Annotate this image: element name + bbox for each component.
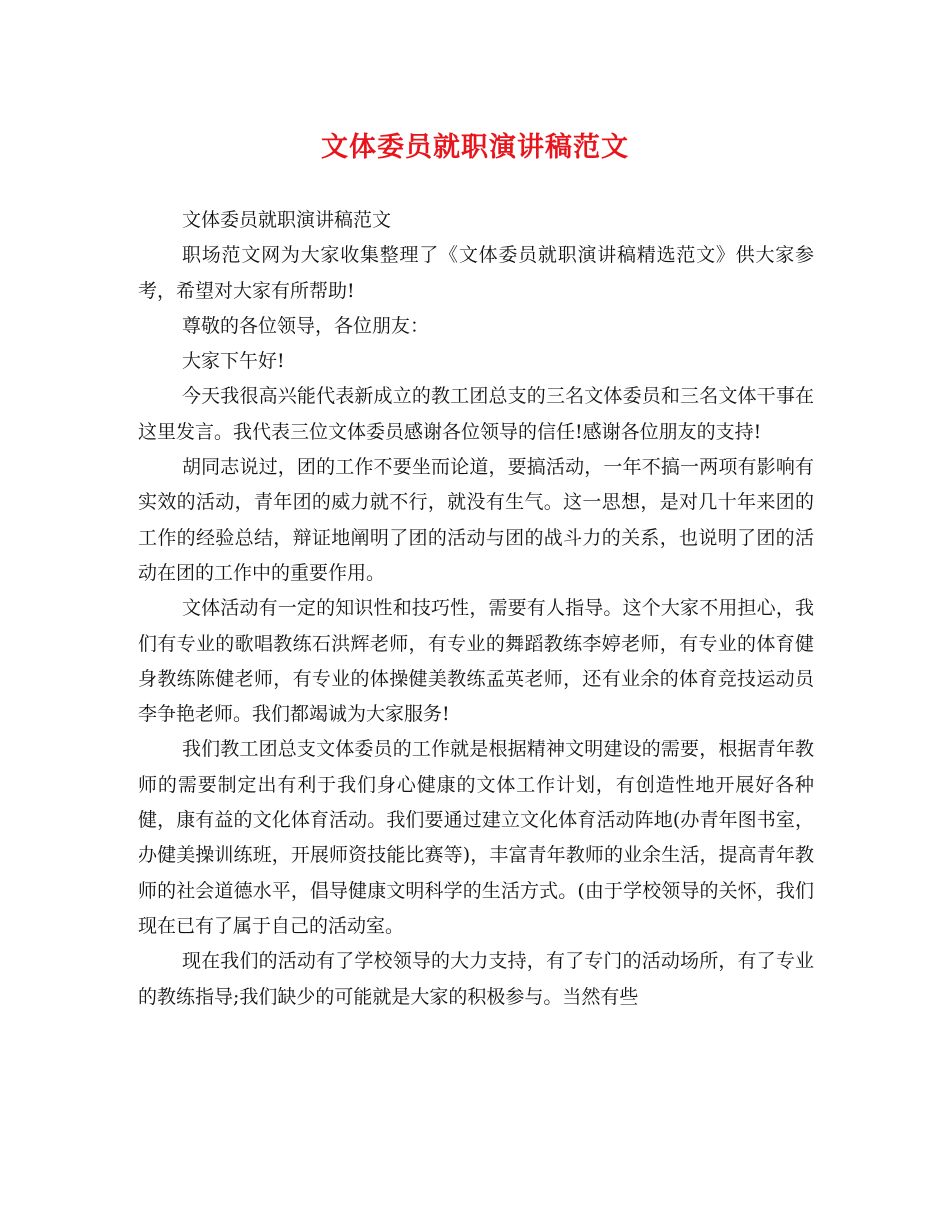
paragraph-duties: 我们教工团总支文体委员的工作就是根据精神文明建设的需要，根据青年教师的需要制定出有利于我们身心健康的文体工作计划，有创造性地开展好各种健，康有益的文化体育活动。我们要通过建立文化体育活动阵地(办青年图书室，办健美操训练班，开展师资技能比赛等)，丰富青年教师的业余生活，提高青年教师的社会道德水平，倡导健康文明科学的生活方式。(由于学校领导的关怀，我们现在已有了属于自己的活动室。	[138, 738, 814, 937]
paragraph-heading: 文体委员就职演讲稿范文	[182, 209, 392, 231]
paragraph-quote: 胡同志说过，团的工作不要坐而论道，要搞活动，一年不搞一两项有影响有实效的活动，青年团的威力就不行，就没有生气。这一思想，是对几十年来团的工作的经验总结，辩证地阐明了团的活动与团的战斗力的关系，也说明了团的活动在团的工作中的重要作用。	[138, 456, 814, 584]
paragraph-greeting: 大家下午好!	[182, 350, 285, 373]
paragraph-support: 现在我们的活动有了学校领导的大力支持，有了专门的活动场所，有了专业的教练指导;我们缺少的可能就是大家的积极参与。当然有些	[138, 950, 814, 1008]
document-body	[138, 203, 814, 1015]
paragraph-intro: 职场范文网为大家收集整理了《文体委员就职演讲稿精选范文》供大家参考，希望对大家有所帮助!	[138, 244, 814, 302]
paragraph-coaches: 文体活动有一定的知识性和技巧性，需要有人指导。这个大家不用担心，我们有专业的歌唱教练石洪辉老师，有专业的舞蹈教练李婷老师，有专业的体育健身教练陈健老师，有专业的体操健美教练孟英老师，还有业余的体育竞技运动员李争艳老师。我们都竭诚为大家服务!	[138, 597, 814, 726]
paragraph-thanks: 今天我很高兴能代表新成立的教工团总支的三名文体委员和三名文体干事在这里发言。我代表三位文体委员感谢各位领导的信任!感谢各位朋友的支持!	[138, 385, 814, 443]
paragraph-salutation: 尊敬的各位领导，各位朋友：	[182, 314, 430, 337]
document-title: 文体委员就职演讲稿范文	[321, 132, 629, 163]
